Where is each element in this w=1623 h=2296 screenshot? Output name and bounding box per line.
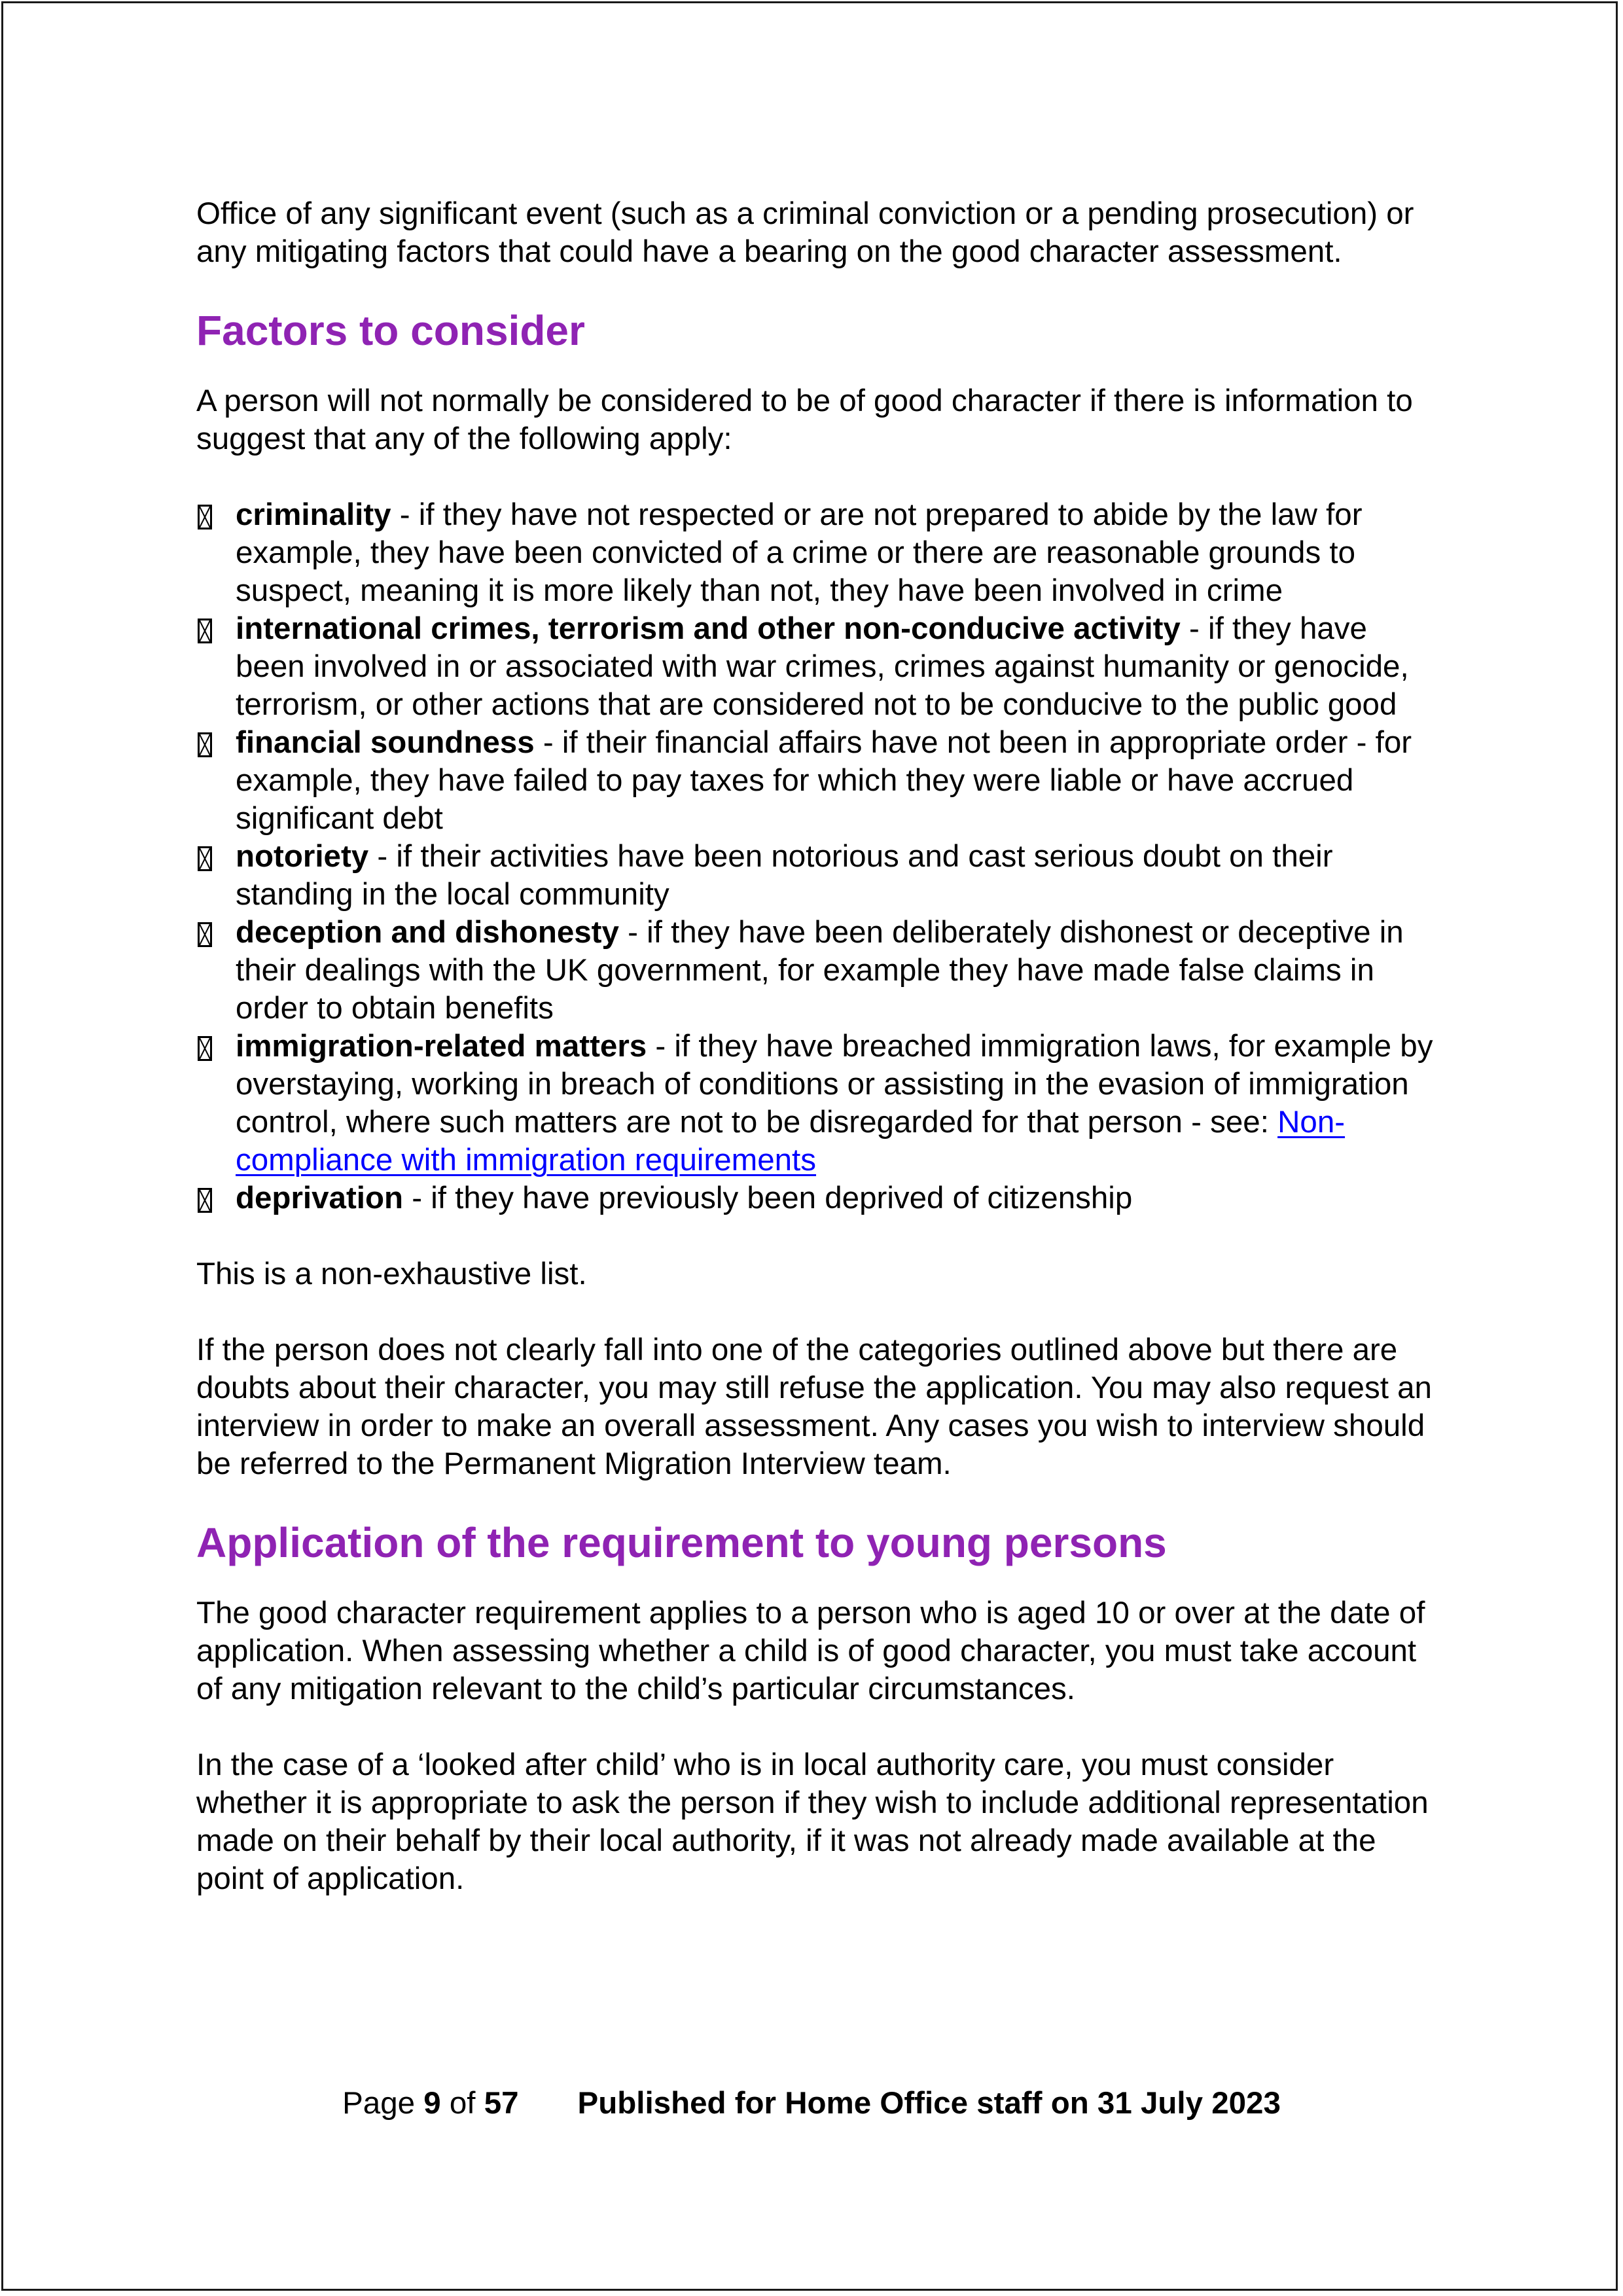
missing-glyph-bullet-icon — [198, 505, 212, 529]
missing-glyph-bullet-icon — [198, 1036, 212, 1061]
missing-glyph-bullet-icon — [198, 922, 212, 947]
page-footer — [0, 2085, 1623, 2123]
factor-description: - if they have not respected or are not prepared to abide by the law for example, they have been convicted of a crime or there are reasonable grounds to suspect, meaning it is more likely than not, they have been involved in crime — [236, 497, 1363, 608]
factor-term: deception and dishonesty — [236, 915, 619, 950]
factor-description: - if they have breached immigration laws, for example by overstaying, working in breach of conditions or assisting in the evasion of immigration control, where such matters are not to be disregarded for that person - see: — [236, 1029, 1433, 1139]
factor-term: deprivation — [236, 1181, 404, 1215]
factor-term: international crimes, terrorism and other non-conducive activity — [236, 611, 1181, 646]
section-heading-young-persons: Application of the requirement to young persons — [196, 1519, 1167, 1566]
factor-description: - if their activities have been notorious and cast serious doubt on their standing in the local community — [236, 839, 1333, 912]
factor-term: financial soundness — [236, 725, 535, 760]
missing-glyph-bullet-icon — [198, 1188, 212, 1213]
factors-intro-paragraph: A person will not normally be considered to be of good character if there is information to suggest that any of the following apply: — [196, 384, 1413, 456]
missing-glyph-bullet-icon — [198, 846, 212, 871]
section-heading-factors: Factors to consider — [196, 307, 585, 354]
page-content — [196, 195, 1433, 1898]
factor-term: criminality — [236, 497, 391, 532]
missing-glyph-bullet-icon — [198, 619, 212, 643]
page-label: Page — [342, 2086, 416, 2121]
non-compliance-link[interactable]: Non-compliance with immigration requirements — [236, 1105, 1346, 1177]
young-persons-paragraph: The good character requirement applies to a person who is aged 10 or over at the date of application. When assessing whether a child is of good character, you must take account of any mitigation relevant to the child’s particular circumstances. — [196, 1596, 1425, 1706]
total-pages: 57 — [484, 2086, 519, 2121]
factor-term: immigration-related matters — [236, 1029, 647, 1064]
published-statement: Published for Home Office staff on 31 July 2023 — [577, 2086, 1281, 2121]
missing-glyph-bullet-icon — [198, 732, 212, 757]
list-item — [196, 610, 1433, 724]
factor-description: - if their financial affairs have not been in appropriate order - for example, they have failed to pay taxes for which they were liable or have accrued significant debt — [236, 725, 1412, 836]
list-item — [196, 914, 1433, 1028]
intro-continuation-paragraph: Office of any significant event (such as a criminal conviction or a pending prosecution) or any mitigating factors that could have a bearing on the good character assessment. — [196, 196, 1414, 269]
doubts-paragraph: If the person does not clearly fall into one of the categories outlined above but there are doubts about their character, you may still refuse the application. You may also request an interview in order to make an overall assessment. Any cases you wish to interview should be referred to the Permanent Migration Interview team. — [196, 1333, 1432, 1481]
non-exhaustive-note: This is a non-exhaustive list. — [196, 1257, 587, 1291]
page-number: 9 — [423, 2086, 441, 2121]
list-item — [196, 724, 1433, 838]
factor-description: - if they have previously been deprived of citizenship — [403, 1181, 1133, 1215]
of-label: of — [449, 2086, 476, 2121]
factor-description: - if they have been involved in or associated with war crimes, crimes against humanity or genocide, terrorism, or other actions that are considered not to be conducive to the public good — [236, 611, 1409, 722]
factor-term: notoriety — [236, 839, 369, 874]
list-item — [196, 838, 1433, 914]
list-item — [196, 496, 1433, 610]
page-indicator — [342, 2086, 518, 2121]
factor-description: - if they have been deliberately dishonest or deceptive in their dealings with the UK government, for example they have made false claims in order to obtain benefits — [236, 915, 1404, 1026]
list-item — [196, 1179, 1433, 1217]
list-item — [196, 1028, 1433, 1179]
looked-after-child-paragraph: In the case of a ‘looked after child’ who is in local authority care, you must consider whether it is appropriate to ask the person if they wish to include additional representation made on their behalf by their local authority, if it was not already made available at the point of application. — [196, 1748, 1429, 1896]
factors-list — [196, 496, 1433, 1217]
